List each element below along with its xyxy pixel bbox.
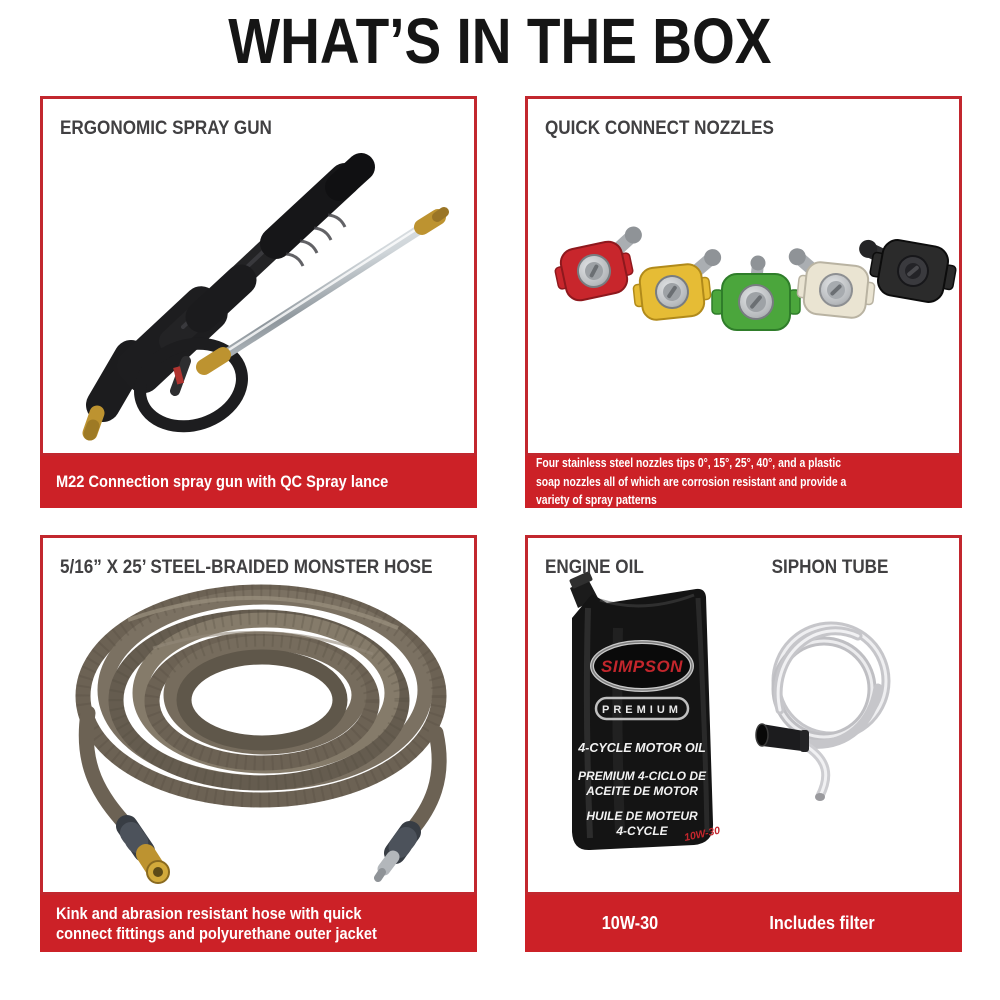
panel-spray-gun-body	[40, 96, 477, 456]
panel-header: 5/16” X 25’ STEEL-BRAIDED MONSTER HOSE	[60, 557, 433, 578]
caption-siphon-note: Includes filter	[769, 913, 875, 933]
pouch-brand: SIMPSON	[601, 657, 683, 676]
spray-gun	[90, 167, 361, 439]
panel-nozzles-body	[525, 96, 962, 456]
hose-coil	[83, 592, 439, 800]
svg-text:4-CYCLE MOTOR OIL: 4-CYCLE MOTOR OIL	[578, 741, 706, 755]
siphon-tube	[756, 626, 886, 801]
panel-oil-and-siphon	[525, 535, 962, 952]
panel-oil-siphon-body	[525, 535, 962, 895]
panel-caption	[525, 895, 962, 952]
panel-header-siphon-tube: SIPHON TUBE	[771, 557, 889, 578]
panel-caption: Four stainless steel nozzles tips 0°, 15°, 25°, 40°, and a plastic soap nozzles all of which are corrosion resistant and provide a variety of spray patterns	[525, 456, 962, 508]
panel-header-engine-oil: ENGINE OIL	[545, 557, 644, 578]
page-title	[0, 4, 1000, 78]
svg-text:PREMIUM 4-CICLO DE: PREMIUM 4-CICLO DE	[577, 769, 707, 783]
page-title-text: WHAT’S IN THE BOX	[228, 5, 772, 77]
panel-caption: Kink and abrasion resistant hose with quick connect fittings and polyurethane outer jacket	[40, 895, 477, 952]
nozzles-illustration	[528, 99, 959, 453]
panel-hose	[40, 535, 477, 952]
panel-spray-gun	[40, 96, 477, 508]
panel-nozzles	[525, 96, 962, 508]
svg-text:4-CYCLE: 4-CYCLE	[616, 824, 668, 838]
pouch-tier: PREMIUM	[602, 704, 682, 716]
oil-pouch	[569, 571, 721, 850]
svg-text:ACEITE DE MOTOR: ACEITE DE MOTOR	[586, 784, 698, 798]
panel-header: QUICK CONNECT NOZZLES	[545, 118, 774, 139]
panel-caption: M22 Connection spray gun with QC Spray lance	[40, 456, 477, 508]
svg-text:HUILE DE MOTEUR: HUILE DE MOTEUR	[586, 809, 698, 823]
panel-hose-body	[40, 535, 477, 895]
pouch-grade: 10W-30	[683, 824, 722, 844]
oil-and-siphon-illustration	[528, 538, 959, 892]
panel-header: ERGONOMIC SPRAY GUN	[60, 118, 272, 139]
green-nozzle-icon	[712, 256, 800, 331]
caption-oil-grade: 10W-30	[601, 913, 659, 933]
hose-illustration	[43, 538, 474, 892]
spray-gun-illustration	[43, 99, 474, 453]
